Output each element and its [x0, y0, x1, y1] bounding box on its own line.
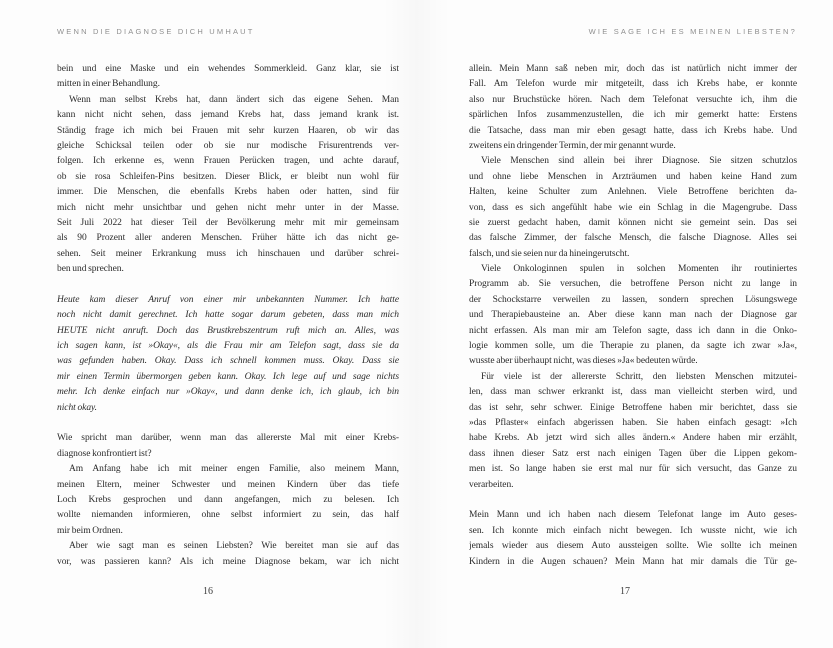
text-line: logie kommen solle, um die Therapie zu planen, da sagte ich zwar »Ja«, — [469, 341, 797, 352]
text-line: immer. Die Menschen, die ebenfalls Krebs haben oder hatten, sind für — [57, 187, 399, 198]
paragraph — [469, 154, 797, 262]
text-line: diagnose konfrontiert ist? — [57, 448, 152, 459]
paragraph — [57, 431, 399, 462]
paragraph — [57, 93, 399, 278]
text-line: Halten, keine Schulter zum Anlehnen. Viele Betroffene berichten da- — [469, 187, 797, 198]
text-line: sen. Ich konnte mich einfach nicht bewegen. Ich wusste nicht, wie ich — [469, 525, 797, 536]
text-line: Fall. Am Telefon wurde mir mitgeteilt, dass ich Krebs habe, er konnte — [469, 79, 797, 90]
text-line: mitten in einer Behandlung. — [57, 79, 160, 90]
text-line: sie zuerst gedacht haben, damit können nicht sie gemeint sein. Das sei — [469, 217, 797, 228]
text-line: Seit Juli 2022 hat dieser Teil der Bevölkerung mehr mit mir gemeinsam — [57, 217, 399, 228]
text-line: habe Krebs. Ab jetzt wird sich alles ändern.« Andere haben mir erzählt, — [469, 433, 797, 444]
text-line: verarbeiten. — [469, 479, 514, 490]
text-line: falsch, und sie seien nur da hineingerutscht. — [469, 248, 630, 259]
text-line: ich sagen kann, ist »Okay«, als die Frau mir am Telefon sagt, dass sie da — [57, 341, 399, 352]
paragraph — [469, 370, 797, 493]
text-line: folgen. Ich erkenne es, wenn Frauen Perücken tragen, und achte darauf, — [57, 156, 399, 167]
text-line: Heute kam dieser Anruf von einer mir unbekannten Nummer. Ich hatte — [57, 294, 399, 305]
paragraph — [469, 508, 797, 570]
running-head-right: WIE SAGE ICH ES MEINEN LIEBSTEN? — [588, 27, 797, 36]
left-page-body — [57, 62, 399, 570]
text-line: Aber wie sagt man es seinen Liebsten? Wie bereitet man sie auf das — [69, 541, 399, 552]
text-line: mir beim Ordnen. — [57, 525, 123, 536]
text-line: bein und eine Maske und ein wehendes Sommerkleid. Ganz klar, sie ist — [57, 64, 399, 74]
text-line: gleiche Schicksal teilen oder ob sie nur modische Frisurentrends ver- — [57, 140, 399, 151]
text-line: Am Anfang habe ich mit meiner engen Familie, also meinem Mann, — [69, 464, 399, 475]
text-line: len, dass man schwer erkrankt ist, dass man vielleicht sterben wird, und — [469, 387, 797, 398]
text-line: der Schockstarre verweilen zu lassen, sondern sprechen Lösungswege — [469, 294, 797, 305]
text-line: HEUTE nicht anruft. Doch das Brustkrebszentrum ruft mich an. Alles, was — [57, 325, 399, 336]
text-line: als 90 Prozent aller anderen Menschen. Früher hätte ich das nicht ge- — [57, 233, 399, 244]
text-line: mir einen Termin übermorgen geben kann. Okay. Ich lege auf und sage nichts — [57, 371, 399, 382]
text-line: zweitens ein dringender Termin, der mir genannt wurde. — [469, 140, 676, 151]
paragraph — [57, 62, 399, 93]
text-line: Loch Krebs gesprochen und dann angefangen, mich zu belesen. Ich — [57, 494, 399, 505]
text-line: vor, was passieren kann? Als ich meine Diagnose bekam, war ich nicht — [57, 556, 399, 567]
running-head-left: WENN DIE DIAGNOSE DICH UMHAUT — [57, 27, 255, 36]
text-line: das ist sehr, sehr schwer. Einige Betroffene haben mir berichtet, dass sie — [469, 402, 797, 413]
text-line: kann nicht nicht sehen, dass jemand Krebs hat, dass jemand krank ist. — [57, 110, 399, 121]
text-line: Kindern in die Augen schauen? Mein Mann hat mir damals die Tür ge- — [469, 556, 797, 567]
text-line: wusste aber überhaupt nicht, was dieses »Ja« bedeuten würde. — [469, 356, 698, 367]
text-line: men ist. So lange haben sie erst mal nur für sich versucht, das Ganze zu — [469, 464, 797, 475]
text-line: ben und sprechen. — [57, 264, 124, 275]
text-line: Programm ab. Sie versuchen, die betroffene Person nicht zu lange in — [469, 279, 797, 290]
text-line: noch nicht damit gerechnet. Ich hatte sogar darum gebeten, dass man mich — [57, 310, 399, 321]
text-line: was gefunden haben. Okay. Dass ich schnell kommen muss. Okay. Dass sie — [57, 356, 399, 367]
paragraph — [469, 62, 797, 154]
text-line: von, dass es sich angefühlt habe wie ein Schlag in die Magengrube. Dass — [469, 202, 797, 213]
text-line: dass ihnen dieser Satz erst nach einigen Tagen über die Lippen gekom- — [469, 448, 797, 459]
text-line: Viele Onkologinnen spulen in solchen Momenten ihr routiniertes — [481, 264, 797, 275]
page-number-right: 17 — [620, 586, 630, 597]
text-line: Ständig frage ich mich bei Frauen mit sehr kurzen Haaren, ob wir das — [57, 125, 399, 136]
text-line: ob sie rosa Schleifen-Pins besitzen. Dieser Blick, er bleibt nun wohl für — [57, 171, 399, 182]
text-line: wollte niemanden informieren, ohne selbst informiert zu sein, das half — [57, 510, 399, 521]
text-line: sehen. Seit meiner Erkrankung muss ich hinschauen und darüber schrei- — [57, 248, 399, 259]
text-line: mehr. Ich denke einfach nur »Okay«, und dann denke ich, ich glaub, ich bin — [57, 387, 399, 398]
paragraph — [57, 539, 399, 570]
text-line: das falsche Zimmer, der falsche Mensch, die falsche Diagnose. Alles sei — [469, 233, 797, 244]
right-page-body — [469, 62, 797, 570]
text-line: Wie spricht man darüber, wenn man das allererste Mal mit einer Krebs- — [57, 433, 399, 444]
paragraph — [57, 462, 399, 539]
text-line: allein. Mein Mann saß neben mir, doch das ist natürlich nicht immer der — [469, 64, 797, 74]
paragraph — [469, 262, 797, 370]
text-line: Wenn man selbst Krebs hat, dann ändert sich das eigene Sehen. Man — [69, 94, 399, 105]
paragraph-italic — [57, 293, 399, 416]
text-line: und Therapiebausteine an. Aber diese kann man nach der Diagnose gar — [469, 310, 797, 321]
text-line: mich nicht mehr unsichtbar und gehen nicht mehr unter in der Masse. — [57, 202, 399, 213]
text-line: die Tatsache, dass man mir eben gesagt hatte, dass ich Krebs habe. Und — [469, 125, 797, 136]
text-line: nicht erfassen. Als man mir am Telefon sagte, dass ich dann in die Onko- — [469, 325, 797, 336]
text-line: »das Pflaster« einfach abgerissen haben. Sie haben einfach gesagt: »Ich — [469, 417, 797, 428]
text-line: jemals wieder aus diesem Auto aussteigen sollte. Wie sollte ich meinen — [469, 541, 797, 552]
text-line: Viele Menschen sind allein bei ihrer Diagnose. Sie sitzen schutzlos — [481, 156, 797, 167]
text-line: Für viele ist der allererste Schritt, den liebsten Menschen mitzutei- — [481, 371, 797, 382]
text-line: Mein Mann und ich haben nach diesem Telefonat lange im Auto geses- — [469, 510, 797, 521]
text-line: und ohne liebe Menschen in Arzträumen und haben keine Hand zum — [469, 171, 797, 182]
text-line: also nur Bruchstücke hören. Nach dem Telefonat versuchte ich, ihm die — [469, 94, 797, 105]
text-line: meinen Eltern, meiner Schwester und meinen Kindern über das tiefe — [57, 479, 399, 490]
text-line: nicht okay. — [57, 402, 98, 413]
text-line: spärlichen Infos zusammenzustellen, die ich mir gemerkt hatte: Erstens — [469, 110, 797, 121]
page-number-left: 16 — [203, 586, 213, 597]
